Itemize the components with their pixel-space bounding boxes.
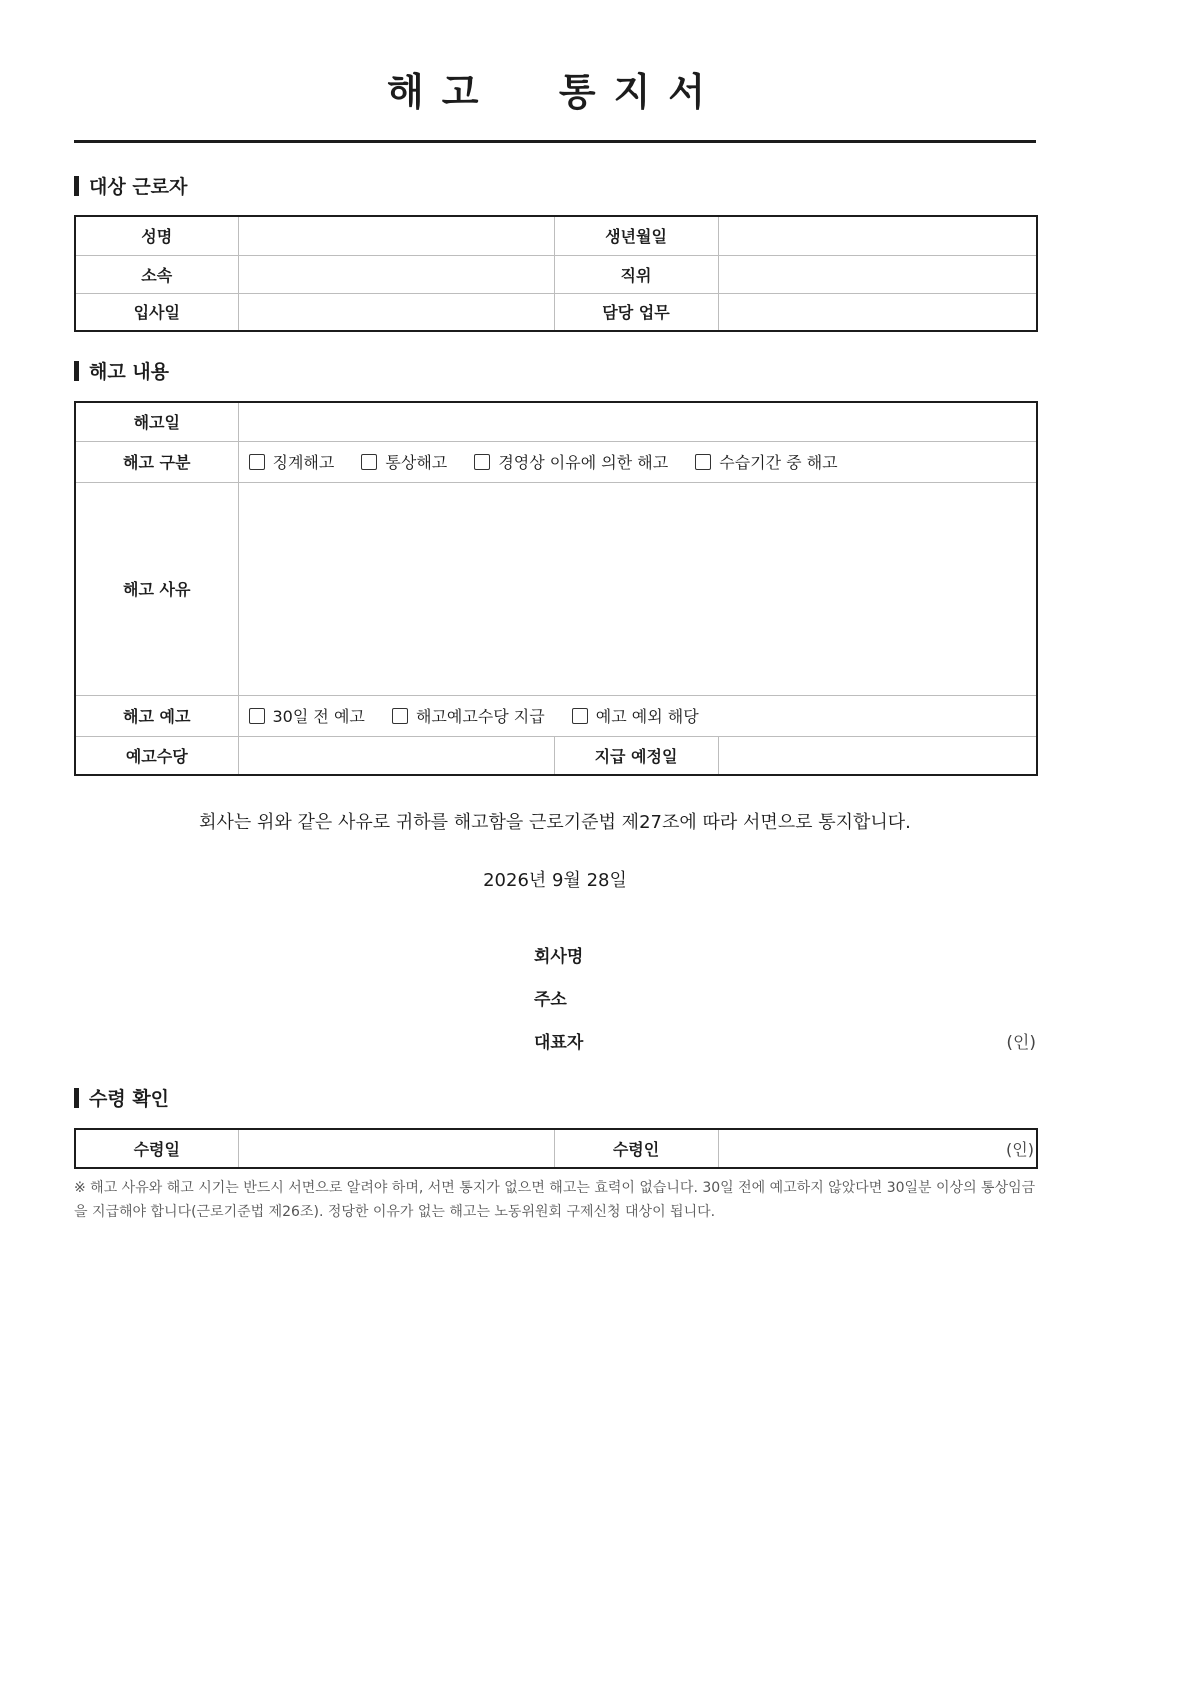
dismissal-date-label: 해고일 bbox=[75, 402, 238, 441]
allowance-field[interactable] bbox=[238, 736, 554, 775]
birthdate-field[interactable] bbox=[718, 216, 1037, 255]
checkbox-notice-exception[interactable] bbox=[572, 704, 699, 727]
dismissal-type-options bbox=[238, 441, 1037, 482]
dismissal-reason-label: 해고 사유 bbox=[75, 482, 238, 695]
section-marker bbox=[74, 1088, 79, 1108]
checkbox-managerial[interactable] bbox=[474, 450, 668, 473]
checkbox-ordinary[interactable] bbox=[361, 450, 447, 473]
department-field[interactable] bbox=[238, 255, 554, 293]
duty-field[interactable] bbox=[718, 293, 1037, 331]
section-heading-worker bbox=[74, 174, 187, 200]
birthdate-label: 생년월일 bbox=[554, 216, 718, 255]
checkbox-label: 예고 예외 해당 bbox=[595, 707, 699, 726]
checkbox-label: 해고예고수당 지급 bbox=[415, 707, 545, 726]
company-name-label: 회사명 bbox=[534, 947, 584, 967]
checkbox-30day-notice[interactable] bbox=[249, 704, 365, 727]
checkbox-label: 30일 전 예고 bbox=[272, 707, 365, 726]
checkbox-label: 경영상 이유에 의한 해고 bbox=[498, 453, 669, 472]
company-address-label: 주소 bbox=[534, 990, 567, 1010]
checkbox-label: 징계해고 bbox=[272, 453, 335, 472]
position-label: 직위 bbox=[554, 255, 718, 293]
receipt-table bbox=[74, 1128, 1038, 1169]
section-marker bbox=[74, 361, 79, 381]
notice-options bbox=[238, 695, 1037, 736]
worker-table bbox=[74, 215, 1038, 332]
hire-date-label: 입사일 bbox=[75, 293, 238, 331]
name-field[interactable] bbox=[238, 216, 554, 255]
notice-statement: 회사는 위와 같은 사유로 귀하를 해고함을 근로기준법 제27조에 따라 서면으로 통지합니다. bbox=[199, 812, 911, 833]
receipt-date-field[interactable] bbox=[238, 1129, 554, 1168]
pay-date-label: 지급 예정일 bbox=[554, 736, 718, 775]
dismissal-date-field[interactable] bbox=[238, 402, 1037, 441]
section-heading-receipt bbox=[74, 1086, 169, 1112]
pay-date-field[interactable] bbox=[718, 736, 1037, 775]
checkbox-label: 통상해고 bbox=[385, 453, 448, 472]
legal-note: ※ 해고 사유와 해고 시기는 반드시 서면으로 알려야 하며, 서면 통지가 없으면 해고는 효력이 없습니다. 30일 전에 예고하지 않았다면 30일분 이상의 통상임금을 지급해야 합니다(근로기준법 제26조). 정당한 이유가 없는 해고는 노동위원회 구제신청 대상이 됩니다. bbox=[74, 1180, 1036, 1220]
checkbox-icon bbox=[249, 454, 265, 470]
department-label: 소속 bbox=[75, 255, 238, 293]
table-row bbox=[75, 1129, 1037, 1168]
dismissal-table bbox=[74, 401, 1038, 776]
section-title: 수령 확인 bbox=[89, 1088, 170, 1110]
recipient-label: 수령인 bbox=[554, 1129, 718, 1168]
name-label: 성명 bbox=[75, 216, 238, 255]
recipient-seal-field[interactable]: (인) bbox=[718, 1129, 1037, 1168]
checkbox-notice-allowance[interactable] bbox=[392, 704, 545, 727]
position-field[interactable] bbox=[718, 255, 1037, 293]
checkbox-icon bbox=[249, 708, 265, 724]
table-row bbox=[75, 695, 1037, 736]
checkbox-icon bbox=[392, 708, 408, 724]
issue-date: 2026년 9월 28일 bbox=[483, 870, 627, 891]
table-row bbox=[75, 482, 1037, 695]
dismissal-type-label: 해고 구분 bbox=[75, 441, 238, 482]
section-title: 대상 근로자 bbox=[89, 176, 188, 198]
dismissal-reason-field[interactable] bbox=[238, 482, 1037, 695]
checkbox-label: 수습기간 중 해고 bbox=[719, 453, 838, 472]
table-row bbox=[75, 255, 1037, 293]
allowance-label: 예고수당 bbox=[75, 736, 238, 775]
table-row bbox=[75, 736, 1037, 775]
duty-label: 담당 업무 bbox=[554, 293, 718, 331]
table-row bbox=[75, 216, 1037, 255]
ceo-seal-mark: (인) bbox=[1006, 1033, 1036, 1053]
section-heading-dismissal bbox=[74, 359, 169, 385]
checkbox-icon bbox=[572, 708, 588, 724]
checkbox-icon bbox=[695, 454, 711, 470]
table-row bbox=[75, 441, 1037, 482]
table-row bbox=[75, 293, 1037, 331]
checkbox-icon bbox=[474, 454, 490, 470]
checkbox-icon bbox=[361, 454, 377, 470]
document-title: 해고 통지서 bbox=[387, 70, 723, 114]
notice-label: 해고 예고 bbox=[75, 695, 238, 736]
ceo-label: 대표자 bbox=[534, 1033, 584, 1053]
receipt-date-label: 수령일 bbox=[75, 1129, 238, 1168]
section-marker bbox=[74, 176, 79, 196]
section-title: 해고 내용 bbox=[89, 361, 170, 383]
table-row bbox=[75, 402, 1037, 441]
hire-date-field[interactable] bbox=[238, 293, 554, 331]
title-divider bbox=[74, 140, 1036, 143]
checkbox-probation[interactable] bbox=[695, 450, 837, 473]
checkbox-disciplinary[interactable] bbox=[249, 450, 335, 473]
